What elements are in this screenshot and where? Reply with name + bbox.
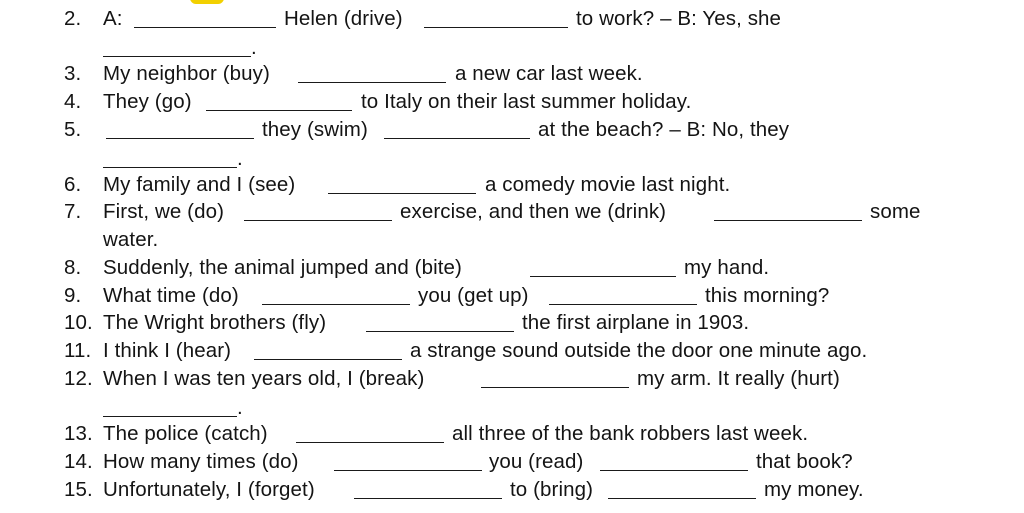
item-text: a strange sound outside the door one minute ago. [410,339,868,362]
item-number: 4. [64,90,82,113]
item-text: they (swim) [262,118,368,141]
item-number: 9. [64,284,82,307]
answer-blank[interactable] [366,313,514,332]
item-number: 15. [64,478,93,501]
item-text: you (get up) [418,284,529,307]
item-number: 12. [64,367,93,390]
answer-blank[interactable] [296,424,444,443]
answer-blank[interactable] [103,149,237,168]
answer-blank[interactable] [103,398,237,417]
item-text: my arm. It really (hurt) [637,367,840,390]
item-text: When I was ten years old, I (break) [103,367,425,390]
item-number: 5. [64,118,82,141]
item-number: 3. [64,62,82,85]
highlight-mark [190,0,224,4]
item-text: the first airplane in 1903. [522,311,750,334]
item-number: 2. [64,7,82,30]
item-text: The police (catch) [103,422,268,445]
item-text: How many times (do) [103,450,299,473]
item-text: to (bring) [510,478,594,501]
answer-blank[interactable] [424,9,568,28]
answer-blank[interactable] [549,286,697,305]
item-text: to Italy on their last summer holiday. [361,90,692,113]
item-text: all three of the bank robbers last week. [452,422,809,445]
item-number: 7. [64,200,82,223]
answer-blank[interactable] [298,64,446,83]
answer-blank[interactable] [206,92,352,111]
answer-blank[interactable] [714,202,862,221]
item-text: First, we (do) [103,200,224,223]
item-text: Helen (drive) [284,7,403,30]
item-text: The Wright brothers (fly) [103,311,327,334]
item-number: 13. [64,422,93,445]
item-text: exercise, and then we (drink) [400,200,667,223]
item-number: 10. [64,311,93,334]
item-number: 6. [64,173,82,196]
answer-blank[interactable] [608,480,756,499]
answer-blank[interactable] [103,38,251,57]
item-text: . [237,147,243,170]
item-text: Unfortunately, I (forget) [103,478,315,501]
item-text: a comedy movie last night. [485,173,731,196]
item-text: some [870,200,921,223]
answer-blank[interactable] [384,120,530,139]
item-text: this morning? [705,284,830,307]
item-text: . [251,36,257,59]
item-text: My neighbor (buy) [103,62,270,85]
item-text: A: [103,7,123,30]
item-text: . [237,396,243,419]
item-text: Suddenly, the animal jumped and (bite) [103,256,462,279]
item-text: that book? [756,450,853,473]
item-number: 14. [64,450,93,473]
answer-blank[interactable] [481,369,629,388]
answer-blank[interactable] [530,258,676,277]
item-text: water. [103,228,159,251]
item-text: you (read) [489,450,584,473]
item-text: I think I (hear) [103,339,232,362]
answer-blank[interactable] [354,480,502,499]
answer-blank[interactable] [106,120,254,139]
answer-blank[interactable] [254,341,402,360]
answer-blank[interactable] [600,452,748,471]
answer-blank[interactable] [328,175,476,194]
item-text: my hand. [684,256,770,279]
item-text: my money. [764,478,864,501]
item-number: 11. [64,339,92,362]
item-number: 8. [64,256,82,279]
answer-blank[interactable] [244,202,392,221]
item-text: at the beach? – B: No, they [538,118,790,141]
item-text: They (go) [103,90,192,113]
item-text: What time (do) [103,284,239,307]
item-text: My family and I (see) [103,173,296,196]
answer-blank[interactable] [262,286,410,305]
item-text: to work? – B: Yes, she [576,7,782,30]
answer-blank[interactable] [134,9,276,28]
answer-blank[interactable] [334,452,482,471]
item-text: a new car last week. [455,62,643,85]
